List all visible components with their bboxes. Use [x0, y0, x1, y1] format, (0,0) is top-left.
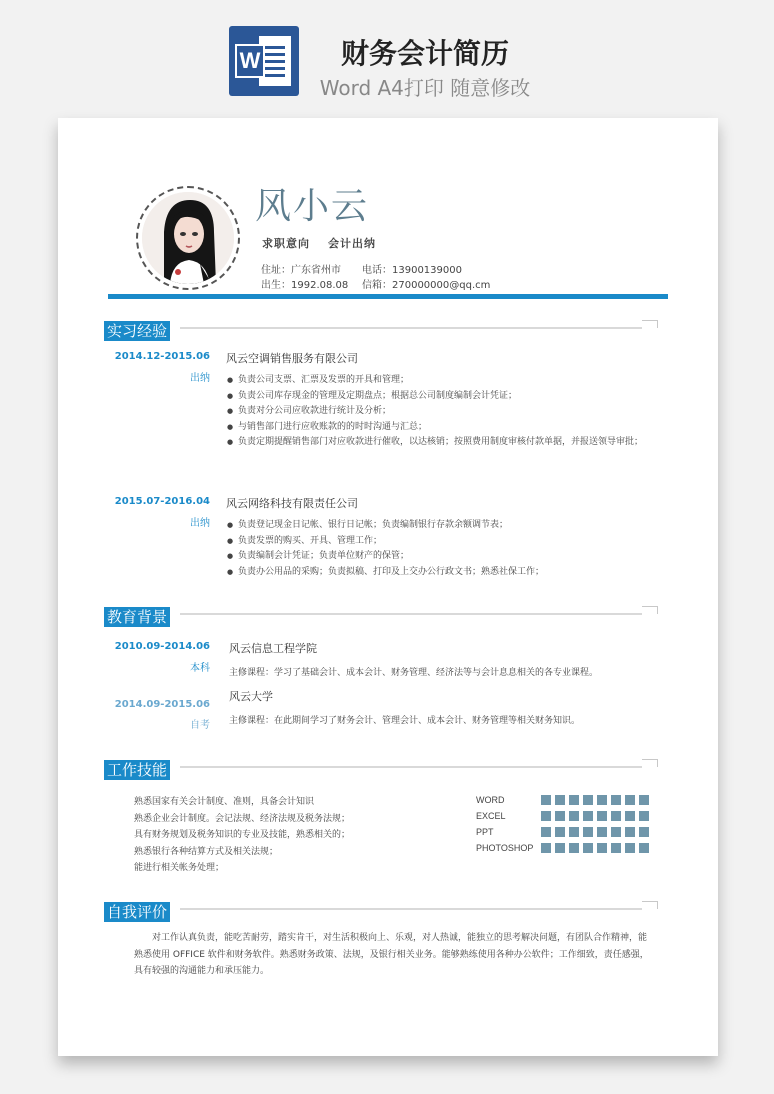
section-title-self-eval: 自我评价 [104, 902, 170, 922]
skill-level-ppt [541, 827, 649, 837]
header-banner [0, 0, 774, 110]
internship-role: 出纳 [190, 518, 210, 529]
skill-level-square [625, 843, 635, 853]
skill-level-square [555, 827, 565, 837]
internship-duties [227, 373, 647, 451]
software-name: PPT [476, 827, 494, 837]
internship-role: 出纳 [190, 373, 210, 384]
skill-level-square [611, 827, 621, 837]
list-item: 熟悉银行各种结算方式及相关法规； [134, 846, 279, 857]
skill-level-square [639, 827, 649, 837]
job-intent [262, 235, 376, 251]
section-rule [180, 766, 642, 768]
list-item: 具有财务规划及税务知识的专业及技能，熟悉相关的； [134, 830, 351, 840]
skill-level-square [639, 811, 649, 821]
skill-level-excel [541, 811, 649, 821]
section-rule [180, 613, 642, 615]
education-school: 风云信息工程学院 [229, 642, 317, 655]
section-corner [642, 901, 658, 909]
skill-level-square [569, 843, 579, 853]
internship-company: 风云网络科技有限责任公司 [226, 497, 358, 510]
list-item: ● 负责编制会计凭证；负责单位财产的保管； [227, 549, 647, 565]
section-corner [642, 759, 658, 767]
skill-level-square [625, 795, 635, 805]
skill-level-square [555, 811, 565, 821]
skill-level-square [583, 843, 593, 853]
list-item: 熟悉企业会计制度。会记法规、经济法规及税务法规； [134, 813, 351, 824]
list-item: 熟悉国家有关会计制度、准则，具备会计知识 [134, 797, 315, 807]
skill-level-square [583, 795, 593, 805]
list-item: ● 负责定期提醒销售部门对应收款进行催收，以达核销；按照费用制度审核付款单据，并报送领导审批； [227, 435, 647, 451]
skill-level-square [541, 843, 551, 853]
skill-level-square [625, 811, 635, 821]
internship-date: 2014.12-2015.06 [114, 351, 210, 362]
software-name: EXCEL [476, 811, 506, 821]
address: 住址：广东省州市 [261, 265, 341, 276]
list-item: ● 负责对分公司应收款进行统计及分析； [227, 404, 647, 420]
banner-title: 财务会计简历 [340, 37, 509, 70]
education-date: 2014.09-2015.06 [114, 699, 210, 710]
job-intent-label: 求职意向 [262, 237, 310, 250]
phone: 电话：13900139000 [362, 265, 462, 276]
skill-level-square [541, 795, 551, 805]
skill-level-square [541, 811, 551, 821]
skill-level-square [569, 827, 579, 837]
word-icon: W [229, 26, 299, 96]
job-intent-value: 会计出纳 [328, 237, 376, 250]
skill-level-square [611, 811, 621, 821]
skill-level-square [639, 843, 649, 853]
skill-level-word [541, 795, 649, 805]
section-title-internship: 实习经验 [104, 321, 170, 341]
candidate-name: 风小云 [255, 186, 370, 227]
list-item: ● 负责公司库存现金的管理及定期盘点；根据总公司制度编制会计凭证； [227, 389, 647, 405]
internship-date: 2015.07-2016.04 [114, 496, 210, 507]
section-rule [180, 327, 642, 329]
skill-level-square [611, 843, 621, 853]
education-degree: 本科 [190, 663, 210, 674]
skill-level-square [639, 795, 649, 805]
education-course: 主修课程：在此期间学习了财务会计、管理会计、成本会计、财务管理等相关财务知识。 [229, 716, 581, 726]
skill-level-square [541, 827, 551, 837]
education-school: 风云大学 [229, 690, 273, 703]
skill-level-square [597, 843, 607, 853]
skill-level-square [555, 795, 565, 805]
skill-level-square [569, 811, 579, 821]
header-divider [108, 294, 668, 299]
section-rule [180, 908, 642, 910]
skill-level-square [583, 811, 593, 821]
section-corner [642, 606, 658, 614]
education-date: 2010.09-2014.06 [114, 641, 210, 652]
banner-subtitle: Word A4打印 随意修改 [319, 76, 531, 100]
list-item: ● 与销售部门进行应收账款的的时时沟通与汇总； [227, 420, 647, 436]
skill-level-square [555, 843, 565, 853]
section-corner [642, 320, 658, 328]
list-item: 能进行相关帐务处理； [134, 863, 225, 873]
education-degree: 自考 [190, 720, 210, 731]
education-course: 主修课程：学习了基础会计、成本会计、财务管理、经济法等与会计息息相关的各专业课程。 [229, 668, 599, 678]
skill-level-photoshop [541, 843, 649, 853]
birth-date: 出生：1992.08.08 [261, 280, 349, 291]
section-title-education: 教育背景 [104, 607, 170, 627]
email: 信箱：270000000@qq.cm [362, 280, 491, 291]
resume-page [58, 118, 718, 1056]
skills-list [134, 794, 414, 877]
self-evaluation-text: 对工作认真负责，能吃苦耐劳，踏实肯干，对生活积极向上、乐观，对人热诚，能独立的思考解决问题，有团队合作精神，能熟悉使用 OFFICE 软件和财务软件。熟悉财务政策、法规，及银行相关业务。能够熟练使用各种办公软件；工作细致，责任感强，具有较强的沟通能力和承压能力。 [134, 933, 649, 976]
skill-level-square [583, 827, 593, 837]
section-title-skills: 工作技能 [104, 760, 170, 780]
software-name: WORD [476, 795, 505, 805]
internship-company: 风云空调销售服务有限公司 [226, 352, 358, 365]
list-item: ● 负责办公用品的采购；负责拟稿、打印及上交办公行政文书；熟悉社保工作； [227, 565, 647, 581]
list-item: ● 负责公司支票、汇票及发票的开具和管理； [227, 373, 647, 389]
skill-level-square [597, 795, 607, 805]
skill-level-square [597, 827, 607, 837]
internship-duties [227, 518, 647, 580]
skill-level-square [625, 827, 635, 837]
skill-level-square [611, 795, 621, 805]
portrait-illustration-icon [142, 192, 234, 284]
software-name: PHOTOSHOP [476, 843, 534, 853]
list-item: ● 负责发票的购买、开具、管理工作； [227, 534, 647, 550]
skill-level-square [569, 795, 579, 805]
skill-level-square [597, 811, 607, 821]
avatar [136, 186, 240, 290]
list-item: ● 负责登记现金日记帐、银行日记帐；负责编制银行存款余额调节表； [227, 518, 647, 534]
